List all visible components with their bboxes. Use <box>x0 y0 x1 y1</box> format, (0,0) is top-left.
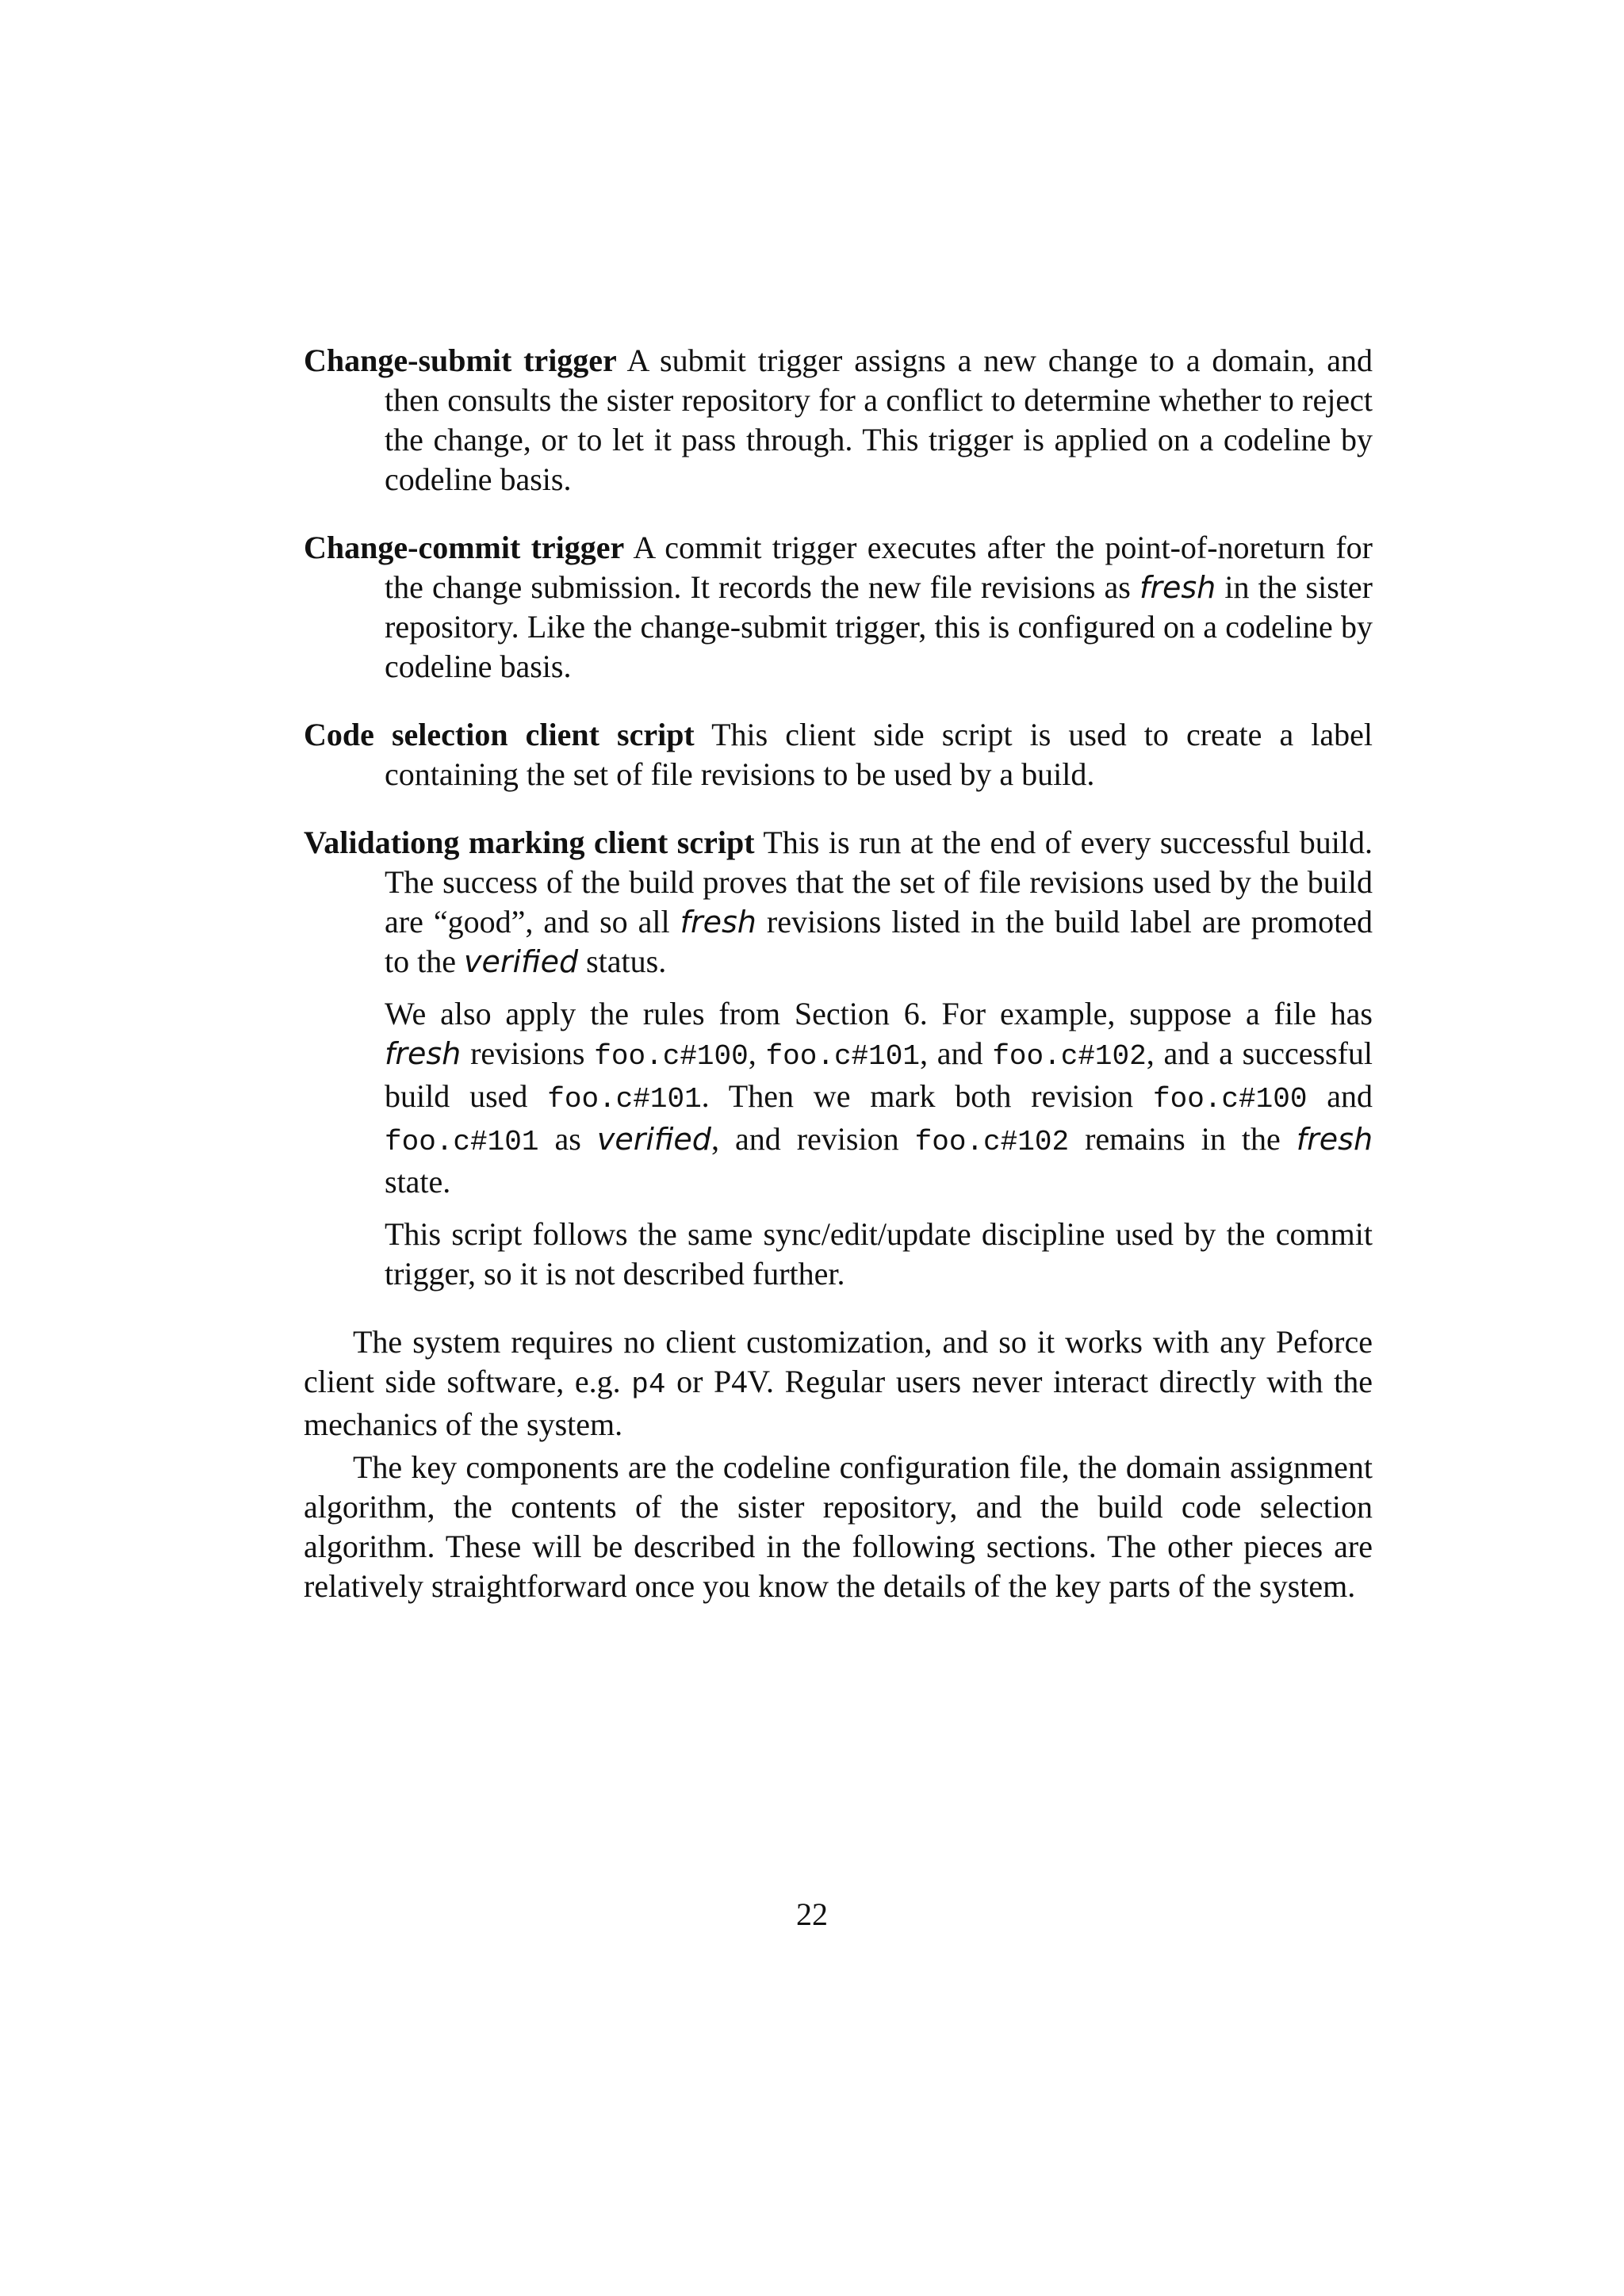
definition-paragraph <box>304 341 1373 499</box>
text-run: We also apply the rules from Section 6. For example, suppose a file has <box>385 996 1373 1031</box>
definition-text: status. <box>586 943 667 979</box>
definition-code-selection-client-script <box>304 715 1373 794</box>
text-run: and <box>1327 1078 1373 1114</box>
definition-term: Change-submit trigger <box>304 342 617 378</box>
definition-paragraph <box>304 715 1373 794</box>
definition-term: Validationg marking client script <box>304 825 755 860</box>
text-run: remains in the <box>1085 1121 1281 1157</box>
definition-text: in the sister repository. Like the change-submit trigger, this is configured on a codeline by codeline basis. <box>385 569 1373 684</box>
code-revision: foo.c#100 <box>1152 1083 1308 1115</box>
definition-paragraph <box>304 823 1373 982</box>
body-paragraph <box>304 1322 1373 1445</box>
definition-change-submit-trigger <box>304 341 1373 499</box>
code-revision: foo.c#101 <box>765 1040 920 1073</box>
code-revision: foo.c#102 <box>914 1126 1070 1158</box>
code-revision: foo.c#100 <box>594 1040 749 1073</box>
definition-term: Change-commit trigger <box>304 530 625 565</box>
code-revision: foo.c#102 <box>992 1040 1147 1073</box>
text-run: , and a successful build used <box>385 1035 1373 1114</box>
body-paragraph: The key components are the codeline configuration file, the domain assignment algorithm, the contents of the sister repository, and the build code selection algorithm. These will be described in the following sections. The other pieces are relatively straightforward once you know the details of the key parts of the system. <box>304 1449 1373 1604</box>
text-run: state. <box>385 1164 451 1200</box>
emphasis-text: verified <box>463 944 579 979</box>
emphasis-text: fresh <box>680 905 756 939</box>
emphasis-text: fresh <box>385 1036 462 1071</box>
code-revision: foo.c#101 <box>547 1083 702 1115</box>
text-run: , and revision <box>710 1121 899 1157</box>
definition-paragraph <box>304 528 1373 687</box>
text-run: or P4V. Regular users never interact directly with the mechanics of the system. <box>304 1364 1373 1442</box>
page-number: 22 <box>796 1896 828 1932</box>
definition-text: This is run at the end of every successful build. The success of the build proves that the set of file revisions used by the build are “good”, and so all <box>385 825 1373 939</box>
definition-change-commit-trigger <box>304 528 1373 687</box>
page-body <box>304 341 1373 1606</box>
definition-continuation-paragraph: This script follows the same sync/edit/update discipline used by the commit trigger, so it is not described further. <box>385 1216 1373 1292</box>
definition-text: A submit trigger assigns a new change to a domain, and then consults the sister repository for a conflict to determine whether to reject the change, or to let it pass through. This trigger is applied on a codeline by codeline basis. <box>385 342 1373 497</box>
text-run: The system requires no client customization, and so it works with any Peforce client side software, e.g. <box>304 1324 1373 1399</box>
text-run: , and <box>919 1035 983 1071</box>
text-run: revisions <box>470 1035 585 1071</box>
code-command: p4 <box>631 1368 666 1401</box>
definition-term: Code selection client script <box>304 717 695 752</box>
text-run: , <box>748 1035 756 1071</box>
emphasis-text: fresh <box>1139 570 1216 605</box>
definition-continuation-paragraph <box>304 994 1373 1202</box>
text-run: as <box>554 1121 581 1157</box>
text-run: . Then we mark both revision <box>701 1078 1134 1114</box>
definition-text: revisions listed in the build label are promoted to the <box>385 904 1373 979</box>
emphasis-text: verified <box>596 1122 711 1157</box>
definition-text: A commit trigger executes after the point-of-noreturn for the change submission. It records the new file revisions as <box>385 530 1373 605</box>
definition-text: This client side script is used to create a label containing the set of file revisions to be used by a build. <box>385 717 1373 792</box>
emphasis-text: fresh <box>1296 1122 1373 1157</box>
code-revision: foo.c#101 <box>385 1126 539 1158</box>
definition-validation-marking-client-script <box>304 823 1373 1294</box>
